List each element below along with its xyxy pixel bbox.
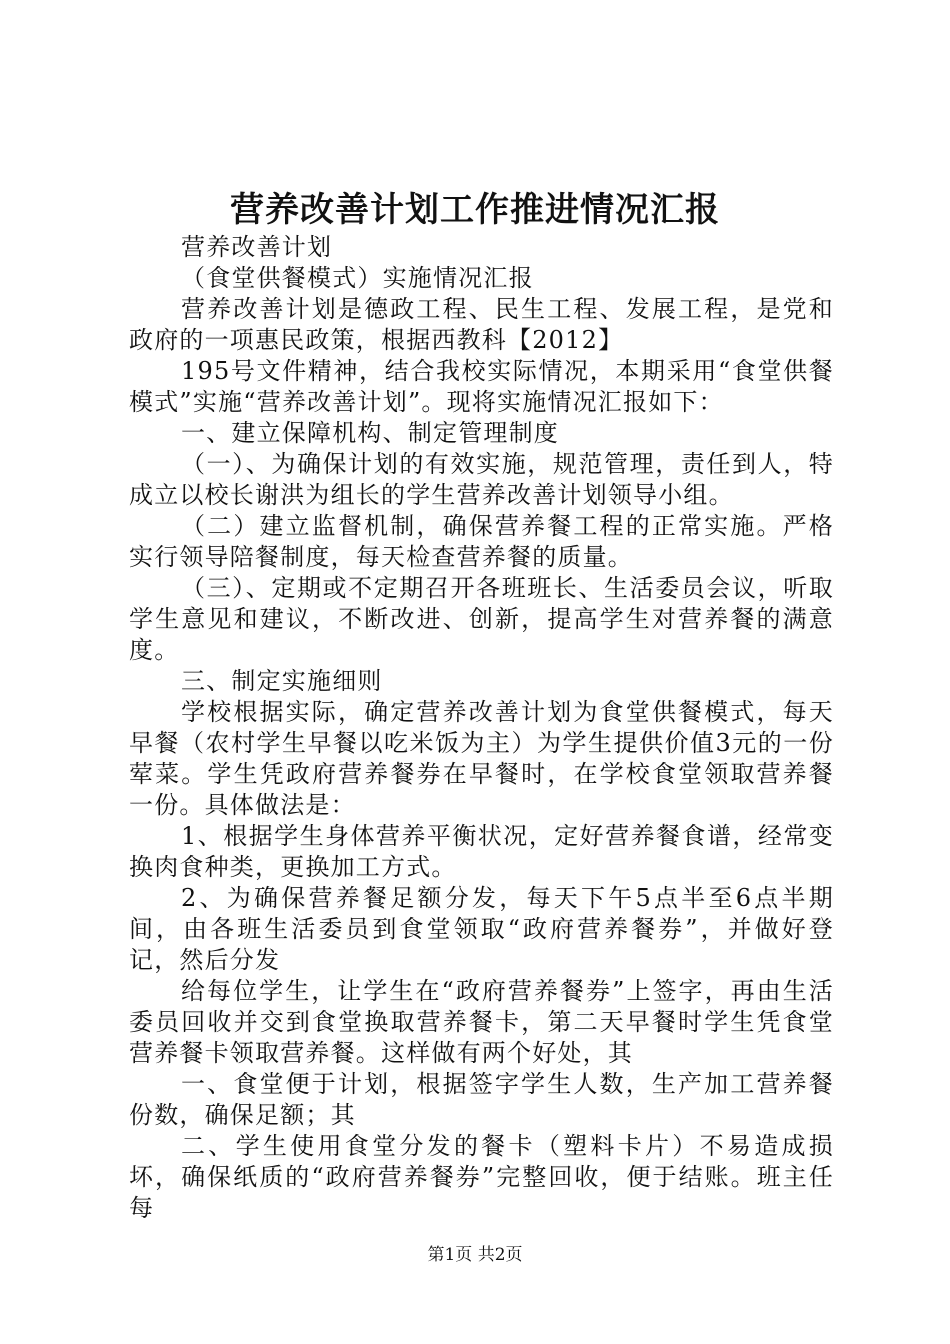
paragraph-document-ref: 195号文件精神，结合我校实际情况，本期采用“食堂供餐模式”实施“营养改善计划”。现将实施情况汇报如下： <box>129 357 834 416</box>
paragraph-subtitle: 营养改善计划 <box>181 233 333 261</box>
paragraph-item-2: （二）建立监督机制，确保营养餐工程的正常实施。严格实行领导陪餐制度，每天检查营养餐的质量。 <box>129 512 834 571</box>
page-footer: 第1页 共2页 <box>427 1245 523 1265</box>
paragraph-benefit-1: 一、食堂便于计划，根据签字学生人数，生产加工营养餐份数，确保足额；其 <box>129 1070 834 1129</box>
document-body <box>129 232 834 1224</box>
paragraph-benefit-2: 二、学生使用食堂分发的餐卡（塑料卡片）不易造成损坏，确保纸质的“政府营养餐券”完整回收，便于结账。班主任每 <box>129 1132 834 1222</box>
paragraph-rule-2-continued: 给每位学生，让学生在“政府营养餐券”上签字，再由生活委员回收并交到食堂换取营养餐卡，第二天早餐时学生凭食堂营养餐卡领取营养餐。这样做有两个好处，其 <box>129 977 834 1067</box>
paragraph-item-1: （一）、为确保计划的有效实施，规范管理，责任到人，特成立以校长谢洪为组长的学生营养改善计划领导小组。 <box>129 450 834 509</box>
document-title: 营养改善计划工作推进情况汇报 <box>230 190 720 230</box>
paragraph-intro: 营养改善计划是德政工程、民生工程、发展工程，是党和政府的一项惠民政策，根据西教科【2012】 <box>129 295 834 354</box>
paragraph-rule-1: 1、根据学生身体营养平衡状况，定好营养餐食谱，经常变换肉食种类，更换加工方式。 <box>129 822 834 881</box>
paragraph-rule-2: 2、为确保营养餐足额分发，每天下午5点半至6点半期间，由各班生活委员到食堂领取“政府营养餐券”，并做好登记，然后分发 <box>129 884 834 974</box>
section-heading-1: 一、建立保障机构、制定管理制度 <box>181 419 559 447</box>
paragraph-implementation: 学校根据实际，确定营养改善计划为食堂供餐模式，每天早餐（农村学生早餐以吃米饭为主）为学生提供价值3元的一份荤菜。学生凭政府营养餐券在早餐时，在学校食堂领取营养餐一份。具体做法是： <box>129 698 834 819</box>
paragraph-subtitle-mode: （食堂供餐模式）实施情况汇报 <box>181 264 534 292</box>
section-heading-3: 三、制定实施细则 <box>181 667 383 695</box>
paragraph-item-3: （三）、定期或不定期召开各班班长、生活委员会议，听取学生意见和建议，不断改进、创新，提高学生对营养餐的满意度。 <box>129 574 834 664</box>
